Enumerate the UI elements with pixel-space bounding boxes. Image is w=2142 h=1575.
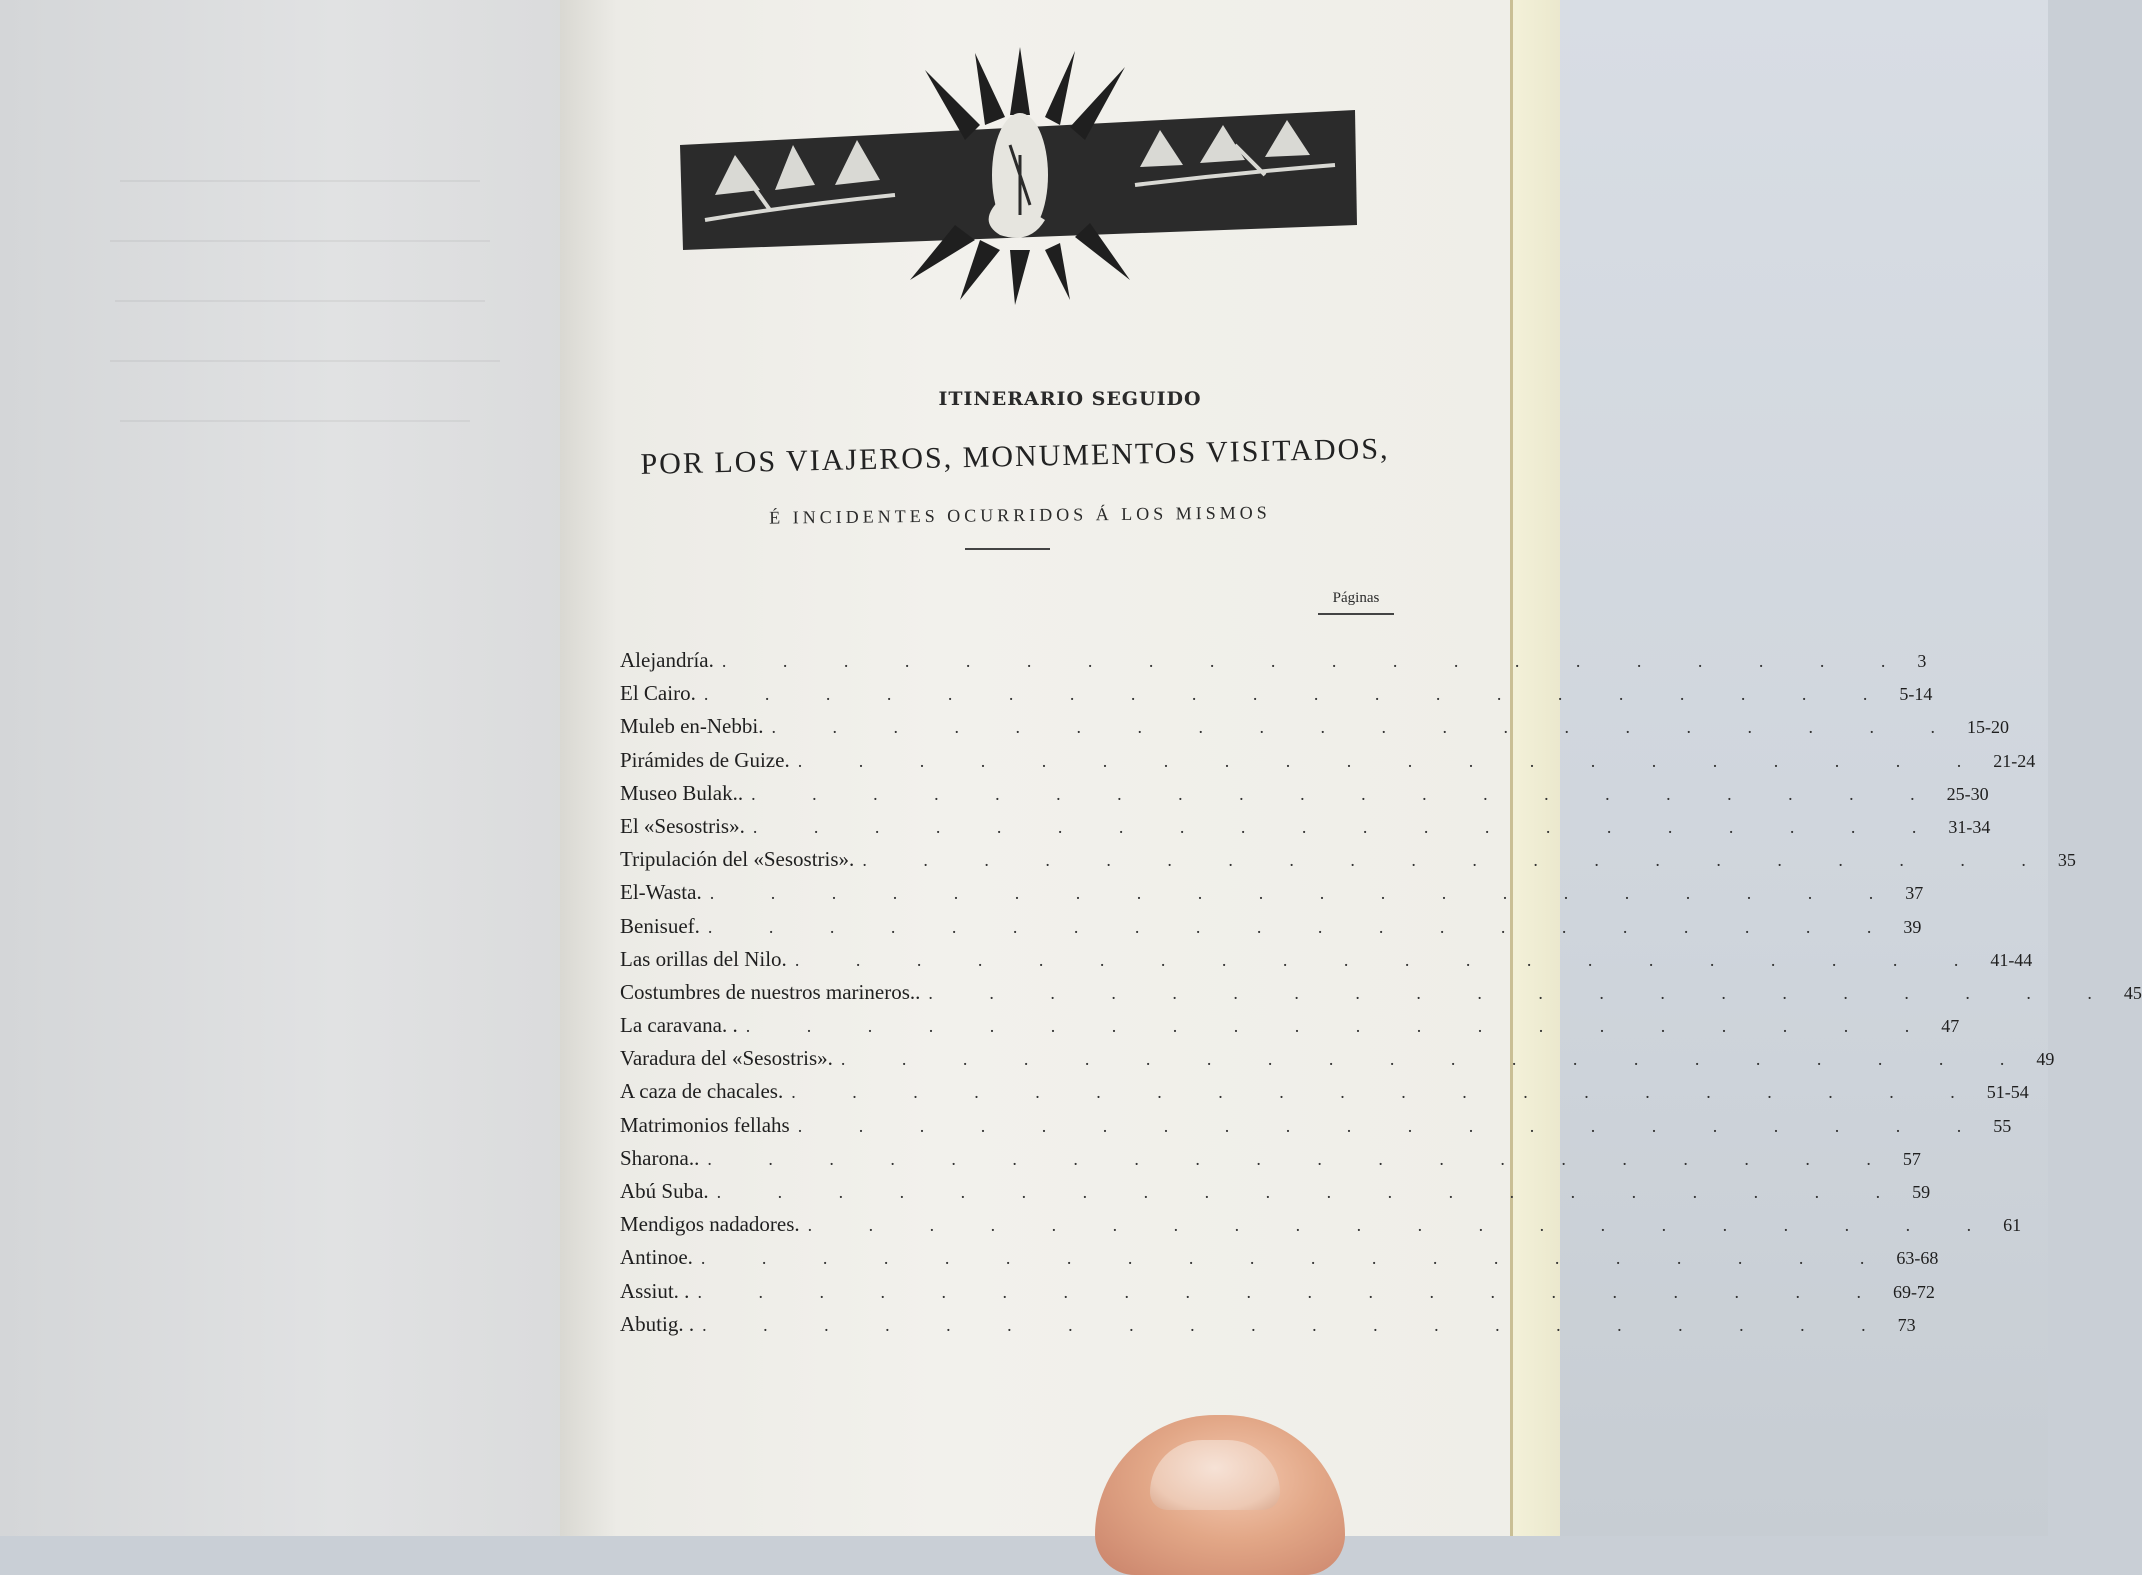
leader-dots: . . . . . . . . . . . . . . . . . . . .: [745, 1016, 1936, 1037]
toc-entry-page: 49: [2036, 1049, 2055, 1070]
toc-row: [620, 813, 1991, 847]
toc-entry-title: Benisuef.: [620, 913, 700, 938]
toc-entry-page: 59: [1912, 1182, 1931, 1202]
toc-row: [620, 1212, 2022, 1245]
leader-dots: . . . . . . . . . . . . . . . . . . . .: [797, 750, 1988, 771]
toc-entry-page: 15-20: [1966, 717, 2009, 738]
toc-entry-title: Muleb en-Nebbi.: [620, 714, 764, 739]
leader-dots: . . . . . . . . . . . . . . . . . . . .: [721, 651, 1912, 671]
leader-dots: . . . . . . . . . . . . . . . . . . . .: [702, 1314, 1892, 1335]
toc-entry-page: 47: [1941, 1016, 1960, 1037]
toc-entry-title: Varadura del «Sesostris».: [620, 1046, 833, 1071]
toc-entry-page: 45: [2123, 982, 2142, 1003]
toc-row: [620, 847, 2076, 880]
toc-row: [620, 1245, 1939, 1278]
toc-row: [620, 946, 2033, 980]
heading-divider: [965, 548, 1050, 550]
toc-row: [620, 1112, 2012, 1146]
toc-entry-title: A caza de chacales.: [620, 1079, 784, 1104]
toc-entry-page: 21-24: [1993, 750, 2036, 771]
leader-dots: . . . . . . . . . . . . . . . . . . . .: [700, 1248, 1891, 1269]
toc-entry-page: 73: [1897, 1314, 1916, 1335]
toc-entry-page: 31-34: [1948, 816, 1991, 837]
leader-dots: . . . . . . . . . . . . . . . . . . . .: [697, 1281, 1887, 1302]
bleed-through-line: [110, 360, 500, 362]
leader-dots: . . . . . . . . . . . . . . . . . . . .: [709, 883, 1900, 904]
toc-entry-page: 69-72: [1892, 1281, 1935, 1302]
bleed-through-line: [120, 420, 470, 422]
toc-row: [620, 780, 1989, 814]
toc-entry-page: 3: [1917, 651, 1927, 671]
toc-entry-page: 61: [2003, 1215, 2022, 1236]
toc-entry-title: Las orillas del Nilo.: [620, 946, 787, 971]
toc-entry-title: Assiut. .: [620, 1278, 690, 1303]
toc-entry-title: Museo Bulak..: [620, 780, 744, 805]
toc-row: [620, 1278, 1935, 1312]
toc-entry-title: La caravana. .: [620, 1013, 738, 1038]
leader-dots: . . . . . . . . . . . . . . . . . . . .: [794, 949, 1985, 970]
leader-dots: . . . . . . . . . . . . . . . . . . . .: [797, 1115, 1988, 1136]
leader-dots: . . . . . . . . . . . . . . . . . . . .: [771, 717, 1961, 738]
toc-entry-title: Sharona..: [620, 1145, 700, 1170]
toc-row: [620, 1079, 2029, 1112]
bleed-through-line: [120, 180, 480, 182]
toc-entry-page: 55: [1993, 1115, 2012, 1136]
toc-entry-title: Matrimonios fellahs: [620, 1112, 790, 1137]
bleed-through-line: [110, 240, 490, 242]
egyptian-frieze-ornament-icon: [675, 45, 1360, 305]
toc-entry-title: Alejandría.: [620, 648, 714, 672]
toc-entry-page: 41-44: [1990, 949, 2033, 970]
leader-dots: . . . . . . . . . . . . . . . . . . . .: [703, 684, 1894, 705]
toc-entry-page: 39: [1903, 916, 1922, 937]
leader-dots: . . . . . . . . . . . . . . . . . . . .: [751, 783, 1941, 804]
toc-row: [620, 714, 2009, 747]
heading-title: ITINERARIO SEGUIDO: [938, 388, 1202, 410]
toc-entry-page: 35: [2057, 850, 2076, 871]
leader-dots: . . . . . . . . . . . . . . . . . . . .: [928, 982, 2118, 1003]
toc-row: [620, 681, 1933, 714]
toc-entry-title: Mendigos nadadores.: [620, 1212, 800, 1237]
toc-entry-title: Abú Suba.: [620, 1179, 709, 1203]
toc-row: [620, 979, 2142, 1013]
toc-entry-page: 57: [1902, 1148, 1921, 1169]
toc-entry-title: Pirámides de Guize.: [620, 747, 790, 772]
toc-row: [620, 1145, 1921, 1179]
toc-entry-title: Antinoe.: [620, 1245, 693, 1270]
toc-entry-title: El Cairo.: [620, 681, 696, 706]
toc-row: [620, 648, 1927, 681]
toc-row: [620, 747, 2036, 781]
toc-entry-title: El-Wasta.: [620, 880, 702, 905]
pages-column-label: Páginas: [1318, 590, 1394, 615]
toc-row: [620, 1311, 1916, 1345]
leader-dots: . . . . . . . . . . . . . . . . . . . .: [716, 1182, 1907, 1202]
table-of-contents: [620, 648, 2142, 1345]
heading-main: POR LOS VIAJEROS, MONUMENTOS VISITADOS,: [640, 432, 1390, 481]
leader-dots: . . . . . . . . . . . . . . . . . . . .: [862, 850, 2052, 871]
heading-subtitle: É INCIDENTES OCURRIDOS Á LOS MISMOS: [769, 502, 1271, 528]
bleed-through-line: [115, 300, 485, 302]
toc-entry-page: 51-54: [1986, 1082, 2029, 1103]
leader-dots: . . . . . . . . . . . . . . . . . . . .: [840, 1049, 2031, 1070]
leader-dots: . . . . . . . . . . . . . . . . . . . .: [752, 816, 1943, 837]
leader-dots: . . . . . . . . . . . . . . . . . . . .: [791, 1082, 1981, 1103]
toc-entry-title: Costumbres de nuestros marineros..: [620, 979, 921, 1004]
toc-row: [620, 880, 1924, 913]
left-facing-page: [0, 0, 610, 1536]
toc-entry-page: 5-14: [1899, 684, 1933, 705]
leader-dots: . . . . . . . . . . . . . . . . . . . .: [707, 916, 1898, 937]
toc-row: [620, 1179, 1931, 1212]
toc-entry-page: 63-68: [1896, 1248, 1939, 1269]
toc-entry-page: 37: [1905, 883, 1924, 904]
leader-dots: . . . . . . . . . . . . . . . . . . . .: [707, 1148, 1897, 1169]
toc-entry-page: 25-30: [1946, 783, 1989, 804]
toc-row: [620, 1013, 1960, 1046]
toc-entry-title: El «Sesostris».: [620, 813, 745, 838]
toc-row: [620, 1046, 2055, 1079]
toc-entry-title: Abutig. .: [620, 1311, 695, 1336]
toc-entry-title: Tripulación del «Sesostris».: [620, 847, 855, 872]
leader-dots: . . . . . . . . . . . . . . . . . . . .: [807, 1215, 1998, 1236]
toc-row: [620, 913, 1922, 947]
